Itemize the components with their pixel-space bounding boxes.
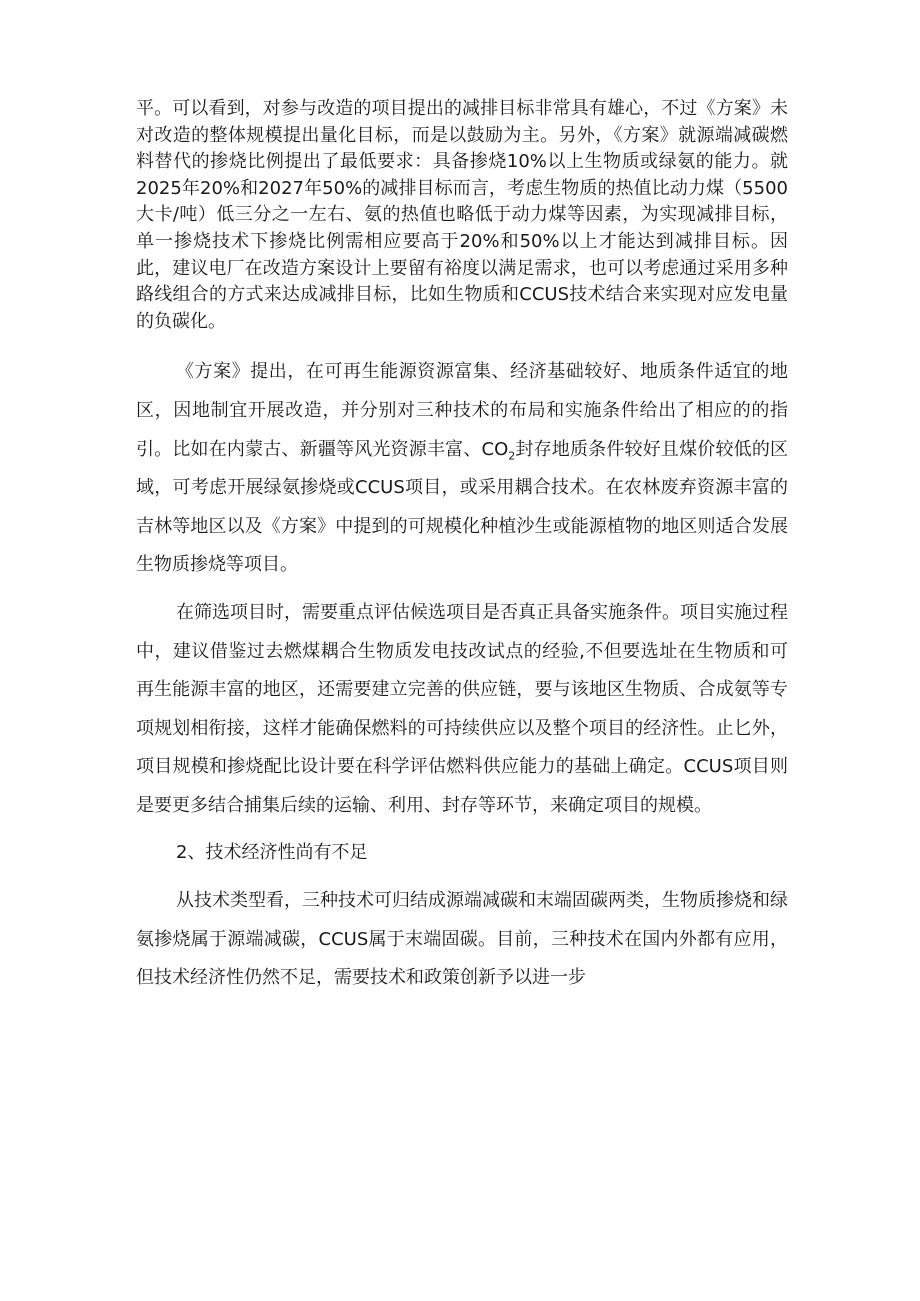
paragraph-2 — [136, 353, 788, 585]
paragraph-2-text-b: 封存地质条件较好且煤价较低的区域，可考虑开展绿氨掺烧或CCUS项目，或采用耦合技术。在农林废弃资源丰富的吉林等地区以及《方案》中提到的可规模化种植沙生或能源植物的地区则适合发展生物质掺烧等项目。 — [136, 438, 789, 576]
co2-subscript: 2 — [508, 449, 516, 463]
paragraph-1: 平。可以看到，对参与改造的项目提出的减排目标非常具有雄心，不过《方案》未对改造的整体规模提出量化目标，而是以鼓励为主。另外，《方案》就源端减碳燃料替代的掺烧比例提出了最低要求：具备掺烧10%以上生物质或绿氨的能力。就2025年20%和2027年50%的减排目标而言，考虑生物质的热值比动力煤（5500大卡/吨）低三分之一左右、氨的热值也略低于动力煤等因素，为实现减排目标，单一掺烧技术下掺烧比例需相应要高于20%和50%以上才能达到减排目标。因此，建议电厂在改造方案设计上要留有裕度以满足需求，也可以考虑通过采用多种路线组合的方式来达成减排目标，比如生物质和CCUS技术结合来实现对应发电量的负碳化。 — [136, 98, 788, 332]
paragraph-2-text-a: 《方案》提出，在可再生能源资源富集、经济基础较好、地质条件适宜的地区，因地制宜开展改造，并分别对三种技术的布局和实施条件给出了相应的的指引。比如在内蒙古、新疆等风光资源丰富、CO — [136, 361, 788, 460]
section-heading: 2、技术经济性尚有不足 — [176, 842, 368, 864]
document-body — [136, 90, 788, 998]
paragraph-3: 在筛选项目时，需要重点评估候选项目是否真正具备实施条件。项目实施过程中，建议借鉴过去燃煤耦合生物质发电技改试点的经验,不但要选址在生物质和可再生能源丰富的地区，还需要建立完善的供应链，要与该地区生物质、合成氨等专项规划相衔接，这样才能确保燃料的可持续供应以及整个项目的经济性。止匕外，项目规模和掺烧配比设计要在科学评估燃料供应能力的基础上确定。CCUS项目则是要更多结合捕集后续的运输、利用、封存等环节，来确定项目的规模。 — [136, 601, 788, 816]
paragraph-4: 从技术类型看，三种技术可归结成源端减碳和末端固碳两类，生物质掺烧和绿氨掺烧属于源端减碳，CCUS属于末端固碳。目前，三种技术在国内外都有应用，但技术经济性仍然不足，需要技术和政策创新予以进一步 — [136, 890, 788, 989]
